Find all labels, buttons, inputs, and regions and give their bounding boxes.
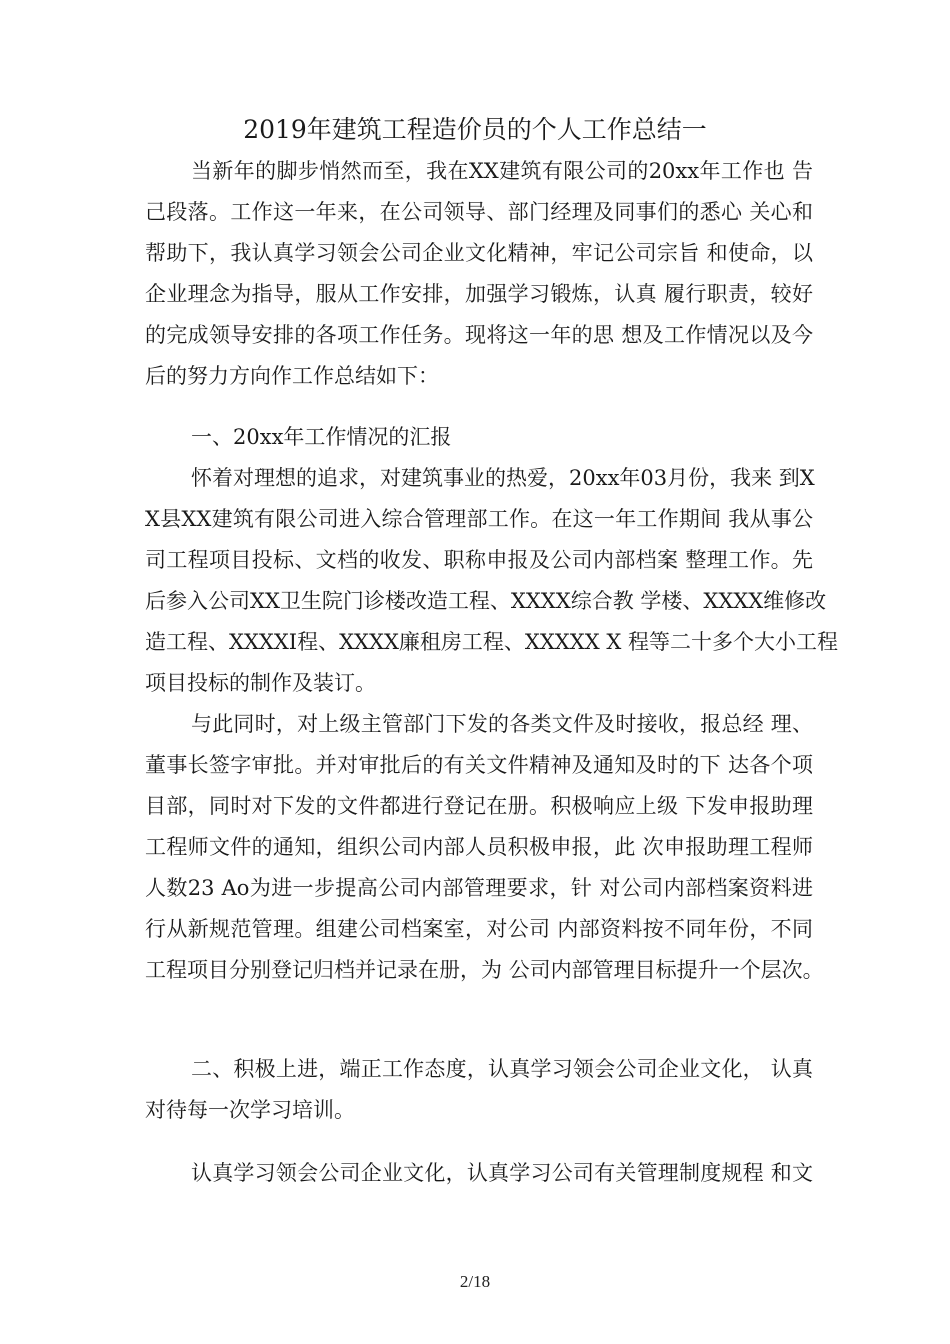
paragraph-line: X县XX建筑有限公司进入综合管理部工作。在这一年工作期间 我从事公 (145, 507, 813, 531)
section-heading-1 (145, 417, 813, 458)
page-number: 2/18 (459, 1272, 491, 1291)
paragraph-line: 认真学习领会公司企业文化，认真学习公司有关管理制度规程 和文 (191, 1161, 813, 1185)
paragraph-section-2-culture (145, 1153, 813, 1194)
paragraph-line: 后的努力方向作工作总结如下： (145, 364, 439, 388)
paragraph-section-1-work (145, 458, 838, 704)
heading-line: 二、积极上进，端正工作态度，认真学习领会公司企业文化， 认真 (191, 1057, 813, 1081)
paragraph-section-1-documents (145, 704, 824, 991)
document-title: 2019年建筑工程造价员的个人工作总结一 (243, 115, 707, 144)
paragraph-line: 的完成领导安排的各项工作任务。现将这一年的思 想及工作情况以及今 (145, 323, 813, 347)
paragraph-line: 造工程、XXXXI程、XXXX廉租房工程、XXXXX X 程等二十多个大小工程 (145, 630, 838, 654)
paragraph-intro (145, 151, 813, 397)
paragraph-line: 人数23 Ao为进一步提高公司内部管理要求，针 对公司内部档案资料进 (145, 876, 813, 900)
paragraph-line: 董事长签字审批。并对审批后的有关文件精神及通知及时的下 达各个项 (145, 753, 813, 777)
heading-line: 一、20xx年工作情况的汇报 (191, 425, 452, 449)
heading-line: 对待每一次学习培训。 (145, 1098, 355, 1122)
paragraph-line: 工程项目分别登记归档并记录在册，为 公司内部管理目标提升一个层次。 (145, 958, 824, 982)
paragraph-line: 怀着对理想的追求，对建筑事业的热爱，20xx年03月份，我来 到X (191, 466, 815, 490)
paragraph-line: 行从新规范管理。组建公司档案室，对公司 内部资料按不同年份，不同 (145, 917, 813, 941)
paragraph-line: 当新年的脚步悄然而至，我在XX建筑有限公司的20xx年工作也 告 (191, 159, 813, 183)
section-heading-2 (145, 1049, 813, 1131)
paragraph-line: 己段落。工作这一年来，在公司领导、部门经理及同事们的悉心 关心和 (145, 200, 813, 224)
paragraph-line: 目部，同时对下发的文件都进行登记在册。积极响应上级 下发申报助理 (145, 794, 813, 818)
paragraph-line: 后参入公司XX卫生院门诊楼改造工程、XXXX综合教 学楼、XXXX维修改 (145, 589, 827, 613)
paragraph-line: 企业理念为指导，服从工作安排，加强学习锻炼，认真 履行职责，较好 (145, 282, 813, 306)
paragraph-line: 工程师文件的通知，组织公司内部人员积极申报，此 次申报助理工程师 (145, 835, 813, 859)
paragraph-line: 帮助下，我认真学习领会公司企业文化精神，牢记公司宗旨 和使命，以 (145, 241, 813, 265)
paragraph-line: 与此同时，对上级主管部门下发的各类文件及时接收，报总经 理、 (191, 712, 813, 736)
paragraph-line: 司工程项目投标、文档的收发、职称申报及公司内部档案 整理工作。先 (145, 548, 813, 572)
paragraph-line: 项目投标的制作及装订。 (145, 671, 376, 695)
